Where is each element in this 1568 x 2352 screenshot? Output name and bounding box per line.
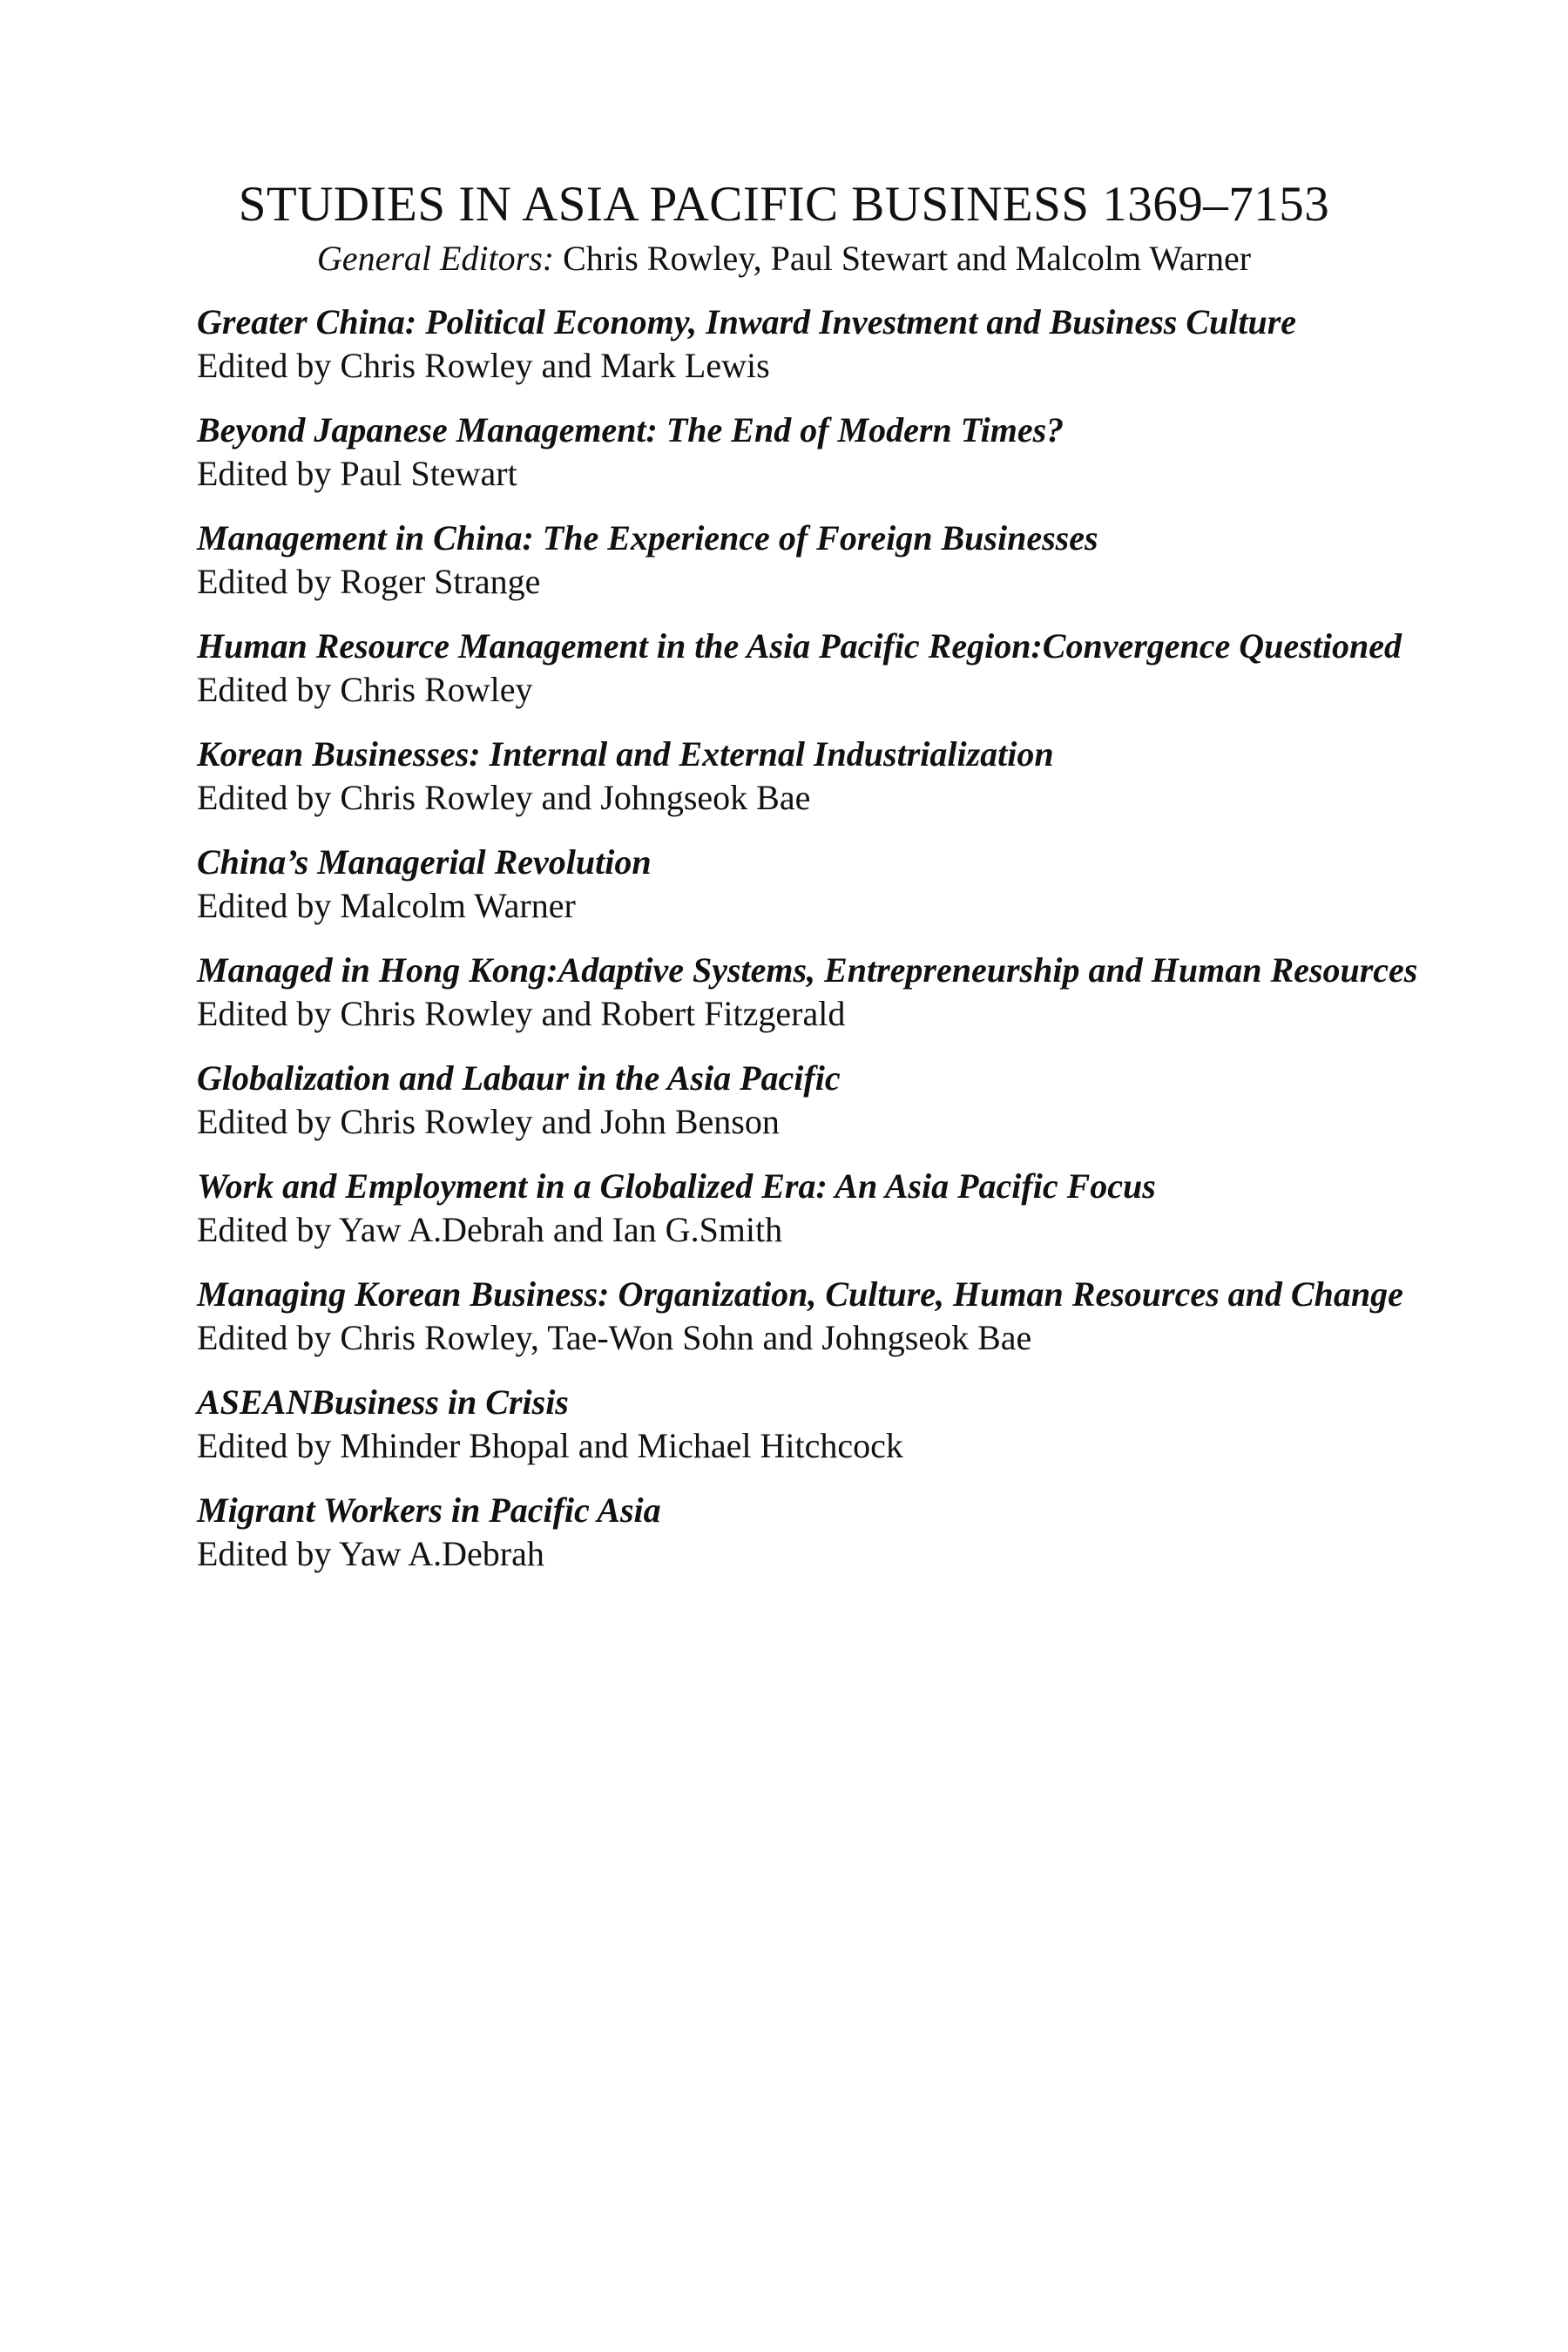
general-editors-label: General Editors: — [316, 239, 555, 278]
book-title: Human Resource Management in the Asia Pacific Region:Convergence Questioned — [197, 626, 1402, 666]
book-editors: Edited by Chris Rowley and Mark Lewis — [197, 346, 770, 385]
general-editors-names: Chris Rowley, Paul Stewart and Malcolm Warner — [563, 239, 1252, 278]
book-entry — [197, 1057, 1451, 1144]
book-editors: Edited by Chris Rowley and John Benson — [197, 1102, 780, 1141]
book-entry — [197, 733, 1451, 820]
book-editors: Edited by Chris Rowley — [197, 670, 533, 709]
book-title: Korean Businesses: Internal and External Industrialization — [197, 734, 1054, 774]
book-editors: Edited by Malcolm Warner — [197, 886, 576, 925]
book-entry — [197, 1489, 1451, 1576]
book-editors: Edited by Chris Rowley and Robert Fitzgerald — [197, 994, 846, 1033]
book-title: Globalization and Labaur in the Asia Pacific — [197, 1058, 841, 1098]
series-general-editors — [0, 237, 1568, 280]
book-list — [197, 301, 1451, 1597]
book-title: ASEANBusiness in Crisis — [197, 1382, 569, 1422]
book-editors: Edited by Yaw A.Debrah and Ian G.Smith — [197, 1210, 783, 1249]
book-title: Greater China: Political Economy, Inward Investment and Business Culture — [197, 302, 1297, 341]
book-editors: Edited by Chris Rowley and Johngseok Bae — [197, 778, 811, 817]
book-entry — [197, 1273, 1451, 1360]
book-editors: Edited by Roger Strange — [197, 562, 541, 601]
book-entry — [197, 409, 1451, 496]
book-title: China’s Managerial Revolution — [197, 842, 652, 882]
book-editors: Edited by Chris Rowley, Tae-Won Sohn and Johngseok Bae — [197, 1318, 1032, 1357]
book-entry — [197, 841, 1451, 928]
book-title: Managed in Hong Kong:Adaptive Systems, Entrepreneurship and Human Resources — [197, 950, 1418, 990]
book-editors: Edited by Paul Stewart — [197, 454, 517, 493]
book-title: Managing Korean Business: Organization, Culture, Human Resources and Change — [197, 1274, 1403, 1314]
book-entry — [197, 1381, 1451, 1468]
book-entry — [197, 949, 1451, 1036]
book-entry — [197, 625, 1451, 712]
book-title: Migrant Workers in Pacific Asia — [197, 1490, 661, 1530]
book-editors: Edited by Mhinder Bhopal and Michael Hitchcock — [197, 1426, 903, 1465]
book-entry — [197, 517, 1451, 604]
book-entry — [197, 301, 1451, 388]
series-title: STUDIES IN ASIA PACIFIC BUSINESS 1369–7153 — [238, 177, 1330, 232]
book-title: Management in China: The Experience of Foreign Businesses — [197, 518, 1098, 558]
book-title: Work and Employment in a Globalized Era: An Asia Pacific Focus — [197, 1166, 1156, 1206]
book-title: Beyond Japanese Management: The End of Modern Times? — [197, 410, 1064, 449]
book-entry — [197, 1165, 1451, 1252]
book-editors: Edited by Yaw A.Debrah — [197, 1534, 544, 1573]
